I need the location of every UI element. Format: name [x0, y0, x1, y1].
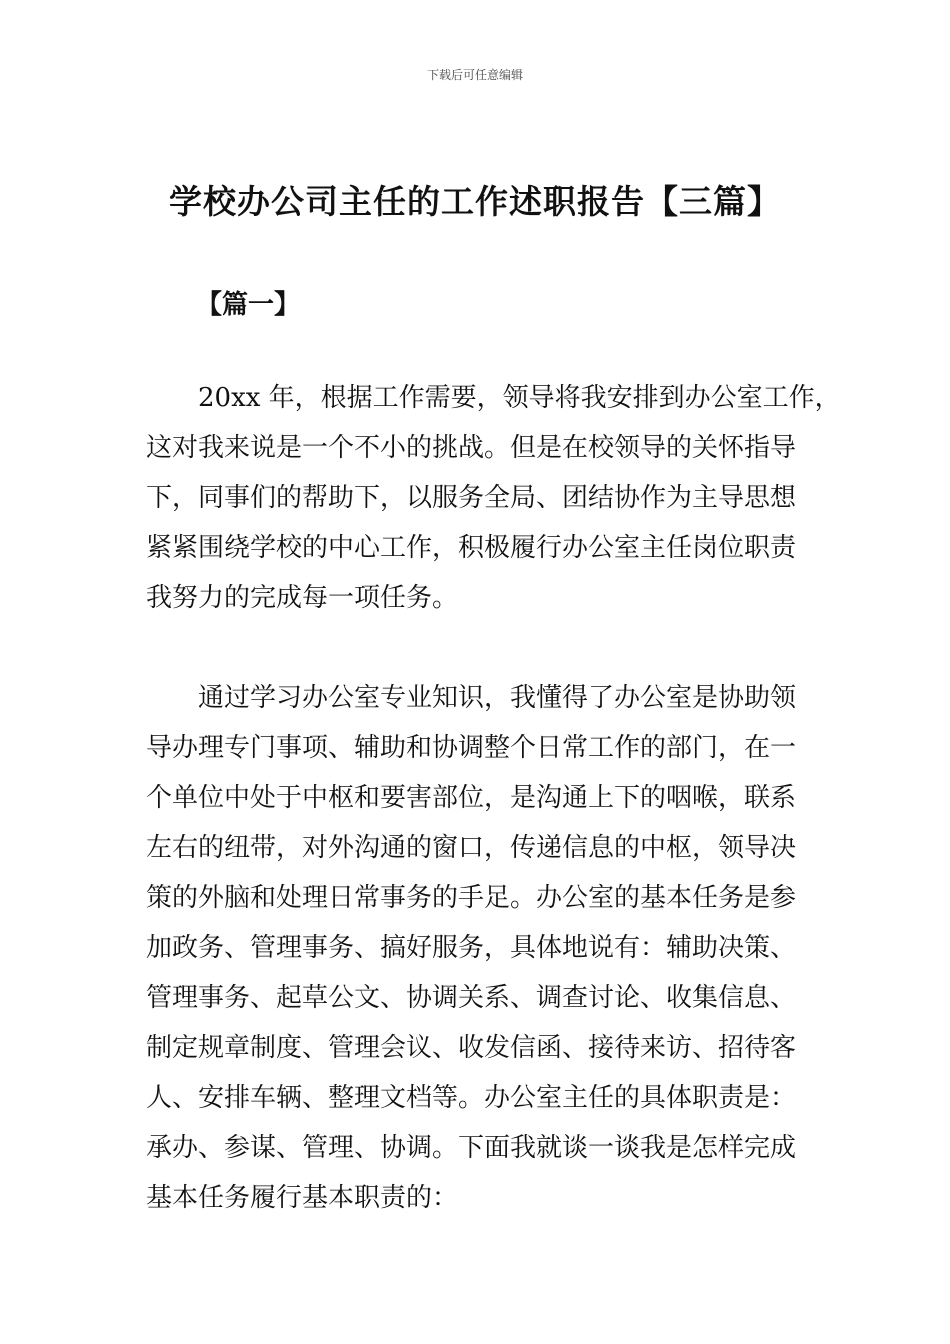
paragraph-line: 20xx 年，根据工作需要，领导将我安排到办公室工作， — [198, 383, 841, 413]
paragraph-line: 导办理专门事项、辅助和协调整个日常工作的部门，在一 — [146, 733, 797, 763]
paragraph-line: 加政务、管理事务、搞好服务，具体地说有：辅助决策、 — [146, 933, 797, 963]
paragraph-line: 通过学习办公室专业知识，我懂得了办公室是协助领 — [198, 683, 797, 713]
document-title: 学校办公司主任的工作述职报告【三篇】 — [169, 182, 781, 221]
paragraph-line: 人、安排车辆、整理文档等。办公室主任的具体职责是： — [146, 1083, 797, 1113]
paragraph-line: 个单位中处于中枢和要害部位，是沟通上下的咽喉，联系 — [146, 783, 797, 813]
paragraph-line: 制定规章制度、管理会议、收发信函、接待来访、招待客 — [146, 1033, 797, 1063]
paragraph-line: 承办、参谋、管理、协调。下面我就谈一谈我是怎样完成 — [146, 1133, 797, 1163]
paragraph-line: 基本任务履行基本职责的： — [146, 1183, 459, 1213]
paragraph-line: 策的外脑和处理日常事务的手足。办公室的基本任务是参 — [146, 883, 797, 913]
paragraph-1 — [146, 373, 841, 623]
section-heading: 【篇一】 — [196, 290, 301, 320]
paragraph-line: 我努力的完成每一项任务。 — [146, 583, 459, 613]
paragraph-line: 管理事务、起草公文、协调关系、调查讨论、收集信息、 — [146, 983, 797, 1013]
paragraph-line: 下，同事们的帮助下，以服务全局、团结协作为主导思想 — [146, 483, 797, 513]
paragraph-line: 这对我来说是一个不小的挑战。但是在校领导的关怀指导 — [146, 433, 797, 463]
header-note: 下载后可任意编辑 — [426, 68, 523, 82]
paragraph-2 — [146, 673, 826, 1223]
paragraph-line: 紧紧围绕学校的中心工作，积极履行办公室主任岗位职责 — [146, 533, 797, 563]
paragraph-line: 左右的纽带，对外沟通的窗口，传递信息的中枢，领导决 — [146, 833, 797, 863]
